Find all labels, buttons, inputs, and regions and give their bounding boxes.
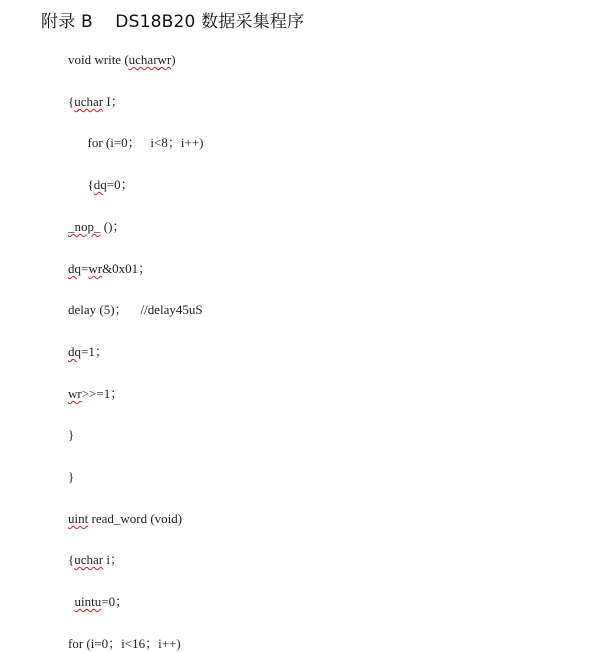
code-text: =1； <box>81 344 108 359</box>
code-line <box>68 219 125 235</box>
code-text: } <box>68 469 75 484</box>
code-text: for (i=0； i<8；i++) <box>68 135 204 150</box>
code-text: } <box>68 427 75 442</box>
code-text: &0x01； <box>102 261 152 276</box>
code-line <box>68 135 203 151</box>
spellcheck-flagged-token: uintu <box>74 594 102 609</box>
code-line <box>68 636 181 652</box>
spellcheck-flagged-token: ucharwr <box>128 52 172 67</box>
code-text: ()； <box>100 219 126 234</box>
code-line <box>68 469 74 485</box>
code-line <box>68 511 182 527</box>
code-line <box>68 386 123 402</box>
spellcheck-flagged-token: dq <box>93 177 107 192</box>
appendix-heading: 附录 B DS18B20 数据采集程序 <box>41 12 305 32</box>
code-text: I； <box>103 94 124 109</box>
code-text: =0； <box>101 594 129 609</box>
code-line <box>68 261 151 277</box>
code-line <box>68 52 176 68</box>
code-text: = <box>81 261 89 276</box>
spellcheck-flagged-token: wr <box>68 386 82 401</box>
code-text: i； <box>103 552 123 567</box>
code-text: { <box>68 177 94 192</box>
code-text: { <box>68 552 75 567</box>
code-line <box>68 594 128 610</box>
code-text: delay (5)； //delay45uS <box>68 302 203 317</box>
code-text: void write ( <box>68 52 129 67</box>
code-line <box>68 94 124 110</box>
code-text: >>=1； <box>81 386 124 401</box>
code-text: =0； <box>106 177 134 192</box>
spellcheck-flagged-token: wr <box>88 261 103 276</box>
code-line <box>68 302 203 318</box>
spellcheck-flagged-token: dq <box>68 261 81 276</box>
code-line <box>68 427 74 443</box>
spellcheck-flagged-token: uint <box>68 511 89 526</box>
code-line <box>68 177 134 193</box>
code-line <box>68 552 123 568</box>
spellcheck-flagged-token: uchar <box>74 552 104 567</box>
code-text: for (i=0；i<16；i++) <box>68 636 181 651</box>
spellcheck-flagged-token: _nop_ <box>68 219 101 234</box>
code-text: { <box>68 94 75 109</box>
code-line <box>68 344 108 360</box>
code-text: ) <box>171 52 176 67</box>
spellcheck-flagged-token: uchar <box>74 94 104 109</box>
code-text: read_word (void) <box>88 511 183 526</box>
spellcheck-flagged-token: dq <box>68 344 81 359</box>
